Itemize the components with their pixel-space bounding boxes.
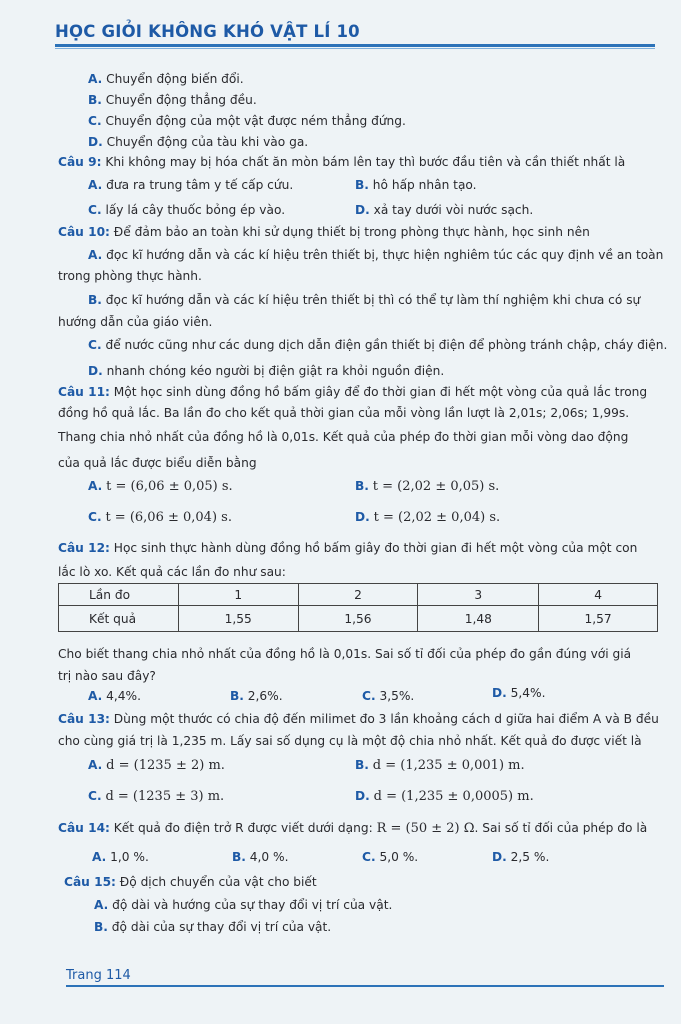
option-key: C. <box>88 203 102 217</box>
q13-option-c <box>88 788 224 805</box>
option-key: A. <box>88 248 103 262</box>
option-formula: d = (1235 ± 3) m. <box>105 789 225 804</box>
option-key: A. <box>88 178 103 192</box>
header-rule-thin <box>55 48 655 49</box>
question-formula: R = (50 ± 2) Ω <box>376 821 475 836</box>
option-key: A. <box>88 689 103 703</box>
option-key: A. <box>94 898 109 912</box>
question-label: Câu 12: <box>58 541 110 555</box>
question-text: Học sinh thực hành dùng đồng hồ bấm giây đo thời gian đi hết một vòng của một con <box>113 541 638 555</box>
q11-option-a <box>88 478 233 495</box>
option-key: B. <box>88 293 102 307</box>
option-key: D. <box>88 135 103 149</box>
page-number: Trang 114 <box>66 968 131 983</box>
option-text: 5,0 %. <box>379 850 419 864</box>
option-text: 1,0 %. <box>110 850 149 864</box>
option-key: A. <box>88 72 103 86</box>
header-rule <box>55 44 655 47</box>
option-formula: t = (2,02 ± 0,05) s. <box>372 479 500 494</box>
option-formula: t = (6,06 ± 0,04) s. <box>105 510 232 525</box>
q13-stem <box>58 711 659 727</box>
table-row <box>59 606 658 632</box>
option-text: đọc kĩ hướng dẫn và các kí hiệu trên thiết bị, thực hiện nghiêm túc các quy định về an toàn <box>106 248 664 262</box>
option-text: lấy lá cây thuốc bỏng ép vào. <box>105 203 286 217</box>
option-text: Chuyển động biến đổi. <box>106 72 244 86</box>
q10-option-b-cont: hướng dẫn của giáo viên. <box>58 315 213 329</box>
option-key: B. <box>88 93 102 107</box>
q14-option-d <box>492 849 549 865</box>
q11-line: đồng hồ quả lắc. Ba lần đo cho kết quả thời gian của mỗi vòng lần lượt là 2,01s; 2,06s; 1,99s. <box>58 406 630 420</box>
option-text: 4,4%. <box>106 689 142 703</box>
option-formula: d = (1,235 ± 0,001) m. <box>372 758 525 773</box>
question-text: Khi không may bị hóa chất ăn mòn bám lên tay thì bước đầu tiên và cần thiết nhất là <box>105 155 626 169</box>
q12-option-a <box>88 688 141 704</box>
q9-option-b <box>355 177 477 193</box>
q10-option-b <box>88 292 640 308</box>
option-formula: d = (1235 ± 2) m. <box>106 758 225 773</box>
option-text: hô hấp nhân tạo. <box>372 178 477 192</box>
q11-option-c <box>88 509 232 526</box>
option-text: đọc kĩ hướng dẫn và các kí hiệu trên thiết bị thì có thể tự làm thí nghiệm khi chưa có sự <box>105 293 641 307</box>
q8-option-b <box>88 92 257 108</box>
question-label: Câu 11: <box>58 385 110 399</box>
table-cell: 1,48 <box>418 606 539 632</box>
q14-option-c <box>362 849 418 865</box>
option-key: C. <box>362 689 376 703</box>
table-cell: 4 <box>539 584 658 606</box>
q13-option-d <box>355 788 534 805</box>
question-text: Độ dịch chuyển của vật cho biết <box>119 875 317 889</box>
option-text: Chuyển động của tàu khi vào ga. <box>106 135 309 149</box>
table-cell: 1 <box>178 584 298 606</box>
table-cell: 2 <box>298 584 418 606</box>
measurement-table <box>58 583 658 632</box>
option-key: B. <box>230 689 244 703</box>
option-key: D. <box>492 686 507 700</box>
q10-option-c <box>88 337 667 353</box>
q10-option-a-cont: trong phòng thực hành. <box>58 269 202 283</box>
table-cell: Kết quả <box>59 606 179 632</box>
table-header-row <box>59 584 658 606</box>
option-key: B. <box>94 920 108 934</box>
q12-stem <box>58 540 637 556</box>
q15-option-b <box>94 919 331 935</box>
question-label: Câu 13: <box>58 712 110 726</box>
q14-option-b <box>232 849 289 865</box>
q11-line: Thang chia nhỏ nhất của đồng hồ là 0,01s. Kết quả của phép đo thời gian mỗi vòng dao động <box>58 430 629 444</box>
question-text-tail: . Sai số tỉ đối của phép đo là <box>474 821 648 835</box>
q12-option-d <box>492 685 545 701</box>
option-text: Chuyển động thẳng đều. <box>105 93 257 107</box>
option-text: 3,5%. <box>379 689 415 703</box>
option-key: D. <box>355 203 370 217</box>
question-text: Dùng một thước có chia độ đến milimet đo 3 lần khoảng cách d giữa hai điểm A và B đều <box>113 712 659 726</box>
option-key: D. <box>88 364 103 378</box>
question-label: Câu 10: <box>58 225 110 239</box>
q9-stem <box>58 154 625 170</box>
q10-stem <box>58 224 590 240</box>
q8-option-c <box>88 113 406 129</box>
table-cell: 3 <box>418 584 539 606</box>
option-key: B. <box>232 850 246 864</box>
option-key: C. <box>88 114 102 128</box>
q10-option-d <box>88 363 444 379</box>
option-text: Chuyển động của một vật được ném thẳng đứng. <box>105 114 406 128</box>
q9-option-c <box>88 202 285 218</box>
option-key: C. <box>362 850 376 864</box>
question-label: Câu 14: <box>58 821 110 835</box>
option-key: B. <box>355 178 369 192</box>
option-text: xả tay dưới vòi nước sạch. <box>373 203 534 217</box>
q11-line: của quả lắc được biểu diễn bằng <box>58 456 257 470</box>
option-key: D. <box>492 850 507 864</box>
option-text: để nước cũng như các dung dịch dẫn điện gần thiết bị điện để phòng tránh chập, cháy điện. <box>105 338 668 352</box>
q12-option-c <box>362 688 414 704</box>
question-text: Để đảm bảo an toàn khi sử dụng thiết bị trong phòng thực hành, học sinh nên <box>113 225 590 239</box>
q14-stem <box>58 820 647 837</box>
footer-rule <box>66 985 664 987</box>
option-key: D. <box>355 510 370 524</box>
option-text: 2,5 %. <box>510 850 550 864</box>
q8-option-a <box>88 71 244 87</box>
option-key: C. <box>88 789 102 803</box>
option-text: độ dài của sự thay đổi vị trí của vật. <box>111 920 332 934</box>
q11-option-b <box>355 478 499 495</box>
option-text: 2,6%. <box>247 689 283 703</box>
q12-option-b <box>230 688 283 704</box>
option-key: A. <box>88 479 103 493</box>
option-key: A. <box>88 758 103 772</box>
option-key: B. <box>355 479 369 493</box>
option-key: B. <box>355 758 369 772</box>
question-label: Câu 15: <box>64 875 116 889</box>
q13-line: cho cùng giá trị là 1,235 m. Lấy sai số dụng cụ là một độ chia nhỏ nhất. Kết quả đo được viết là <box>58 734 642 748</box>
option-key: A. <box>92 850 107 864</box>
table-cell: Lần đo <box>59 584 179 606</box>
question-text: Một học sinh dùng đồng hồ bấm giây để đo thời gian đi hết một vòng của quả lắc trong <box>113 385 648 399</box>
question-label: Câu 9: <box>58 155 102 169</box>
option-text: 5,4%. <box>510 686 546 700</box>
option-key: D. <box>355 789 370 803</box>
q15-stem <box>64 874 317 890</box>
question-text: Kết quả đo điện trở R được viết dưới dạng: <box>113 821 373 835</box>
q11-stem <box>58 384 647 400</box>
option-text: nhanh chóng kéo người bị điện giật ra khỏi nguồn điện. <box>106 364 445 378</box>
q14-option-a <box>92 849 149 865</box>
q9-option-d <box>355 202 533 218</box>
option-text: đưa ra trung tâm y tế cấp cứu. <box>106 178 294 192</box>
q12-line: lắc lò xo. Kết quả các lần đo như sau: <box>58 565 286 579</box>
q13-option-a <box>88 757 225 774</box>
q13-option-b <box>355 757 525 774</box>
q8-option-d <box>88 134 308 150</box>
option-formula: t = (2,02 ± 0,04) s. <box>373 510 501 525</box>
option-key: C. <box>88 338 102 352</box>
table-cell: 1,56 <box>298 606 418 632</box>
q9-option-a <box>88 177 293 193</box>
option-text: 4,0 %. <box>249 850 289 864</box>
option-formula: d = (1,235 ± 0,0005) m. <box>373 789 534 804</box>
q11-option-d <box>355 509 500 526</box>
q12-line: trị nào sau đây? <box>58 669 156 683</box>
q12-line: Cho biết thang chia nhỏ nhất của đồng hồ là 0,01s. Sai số tỉ đối của phép đo gần đúng với giá <box>58 647 632 661</box>
option-key: C. <box>88 510 102 524</box>
table-cell: 1,55 <box>178 606 298 632</box>
option-text: độ dài và hướng của sự thay đổi vị trí của vật. <box>112 898 393 912</box>
q15-option-a <box>94 897 392 913</box>
option-formula: t = (6,06 ± 0,05) s. <box>106 479 233 494</box>
book-title: HỌC GIỎI KHÔNG KHÓ VẬT LÍ 10 <box>55 22 360 41</box>
q10-option-a <box>88 247 663 263</box>
table-cell: 1,57 <box>539 606 658 632</box>
